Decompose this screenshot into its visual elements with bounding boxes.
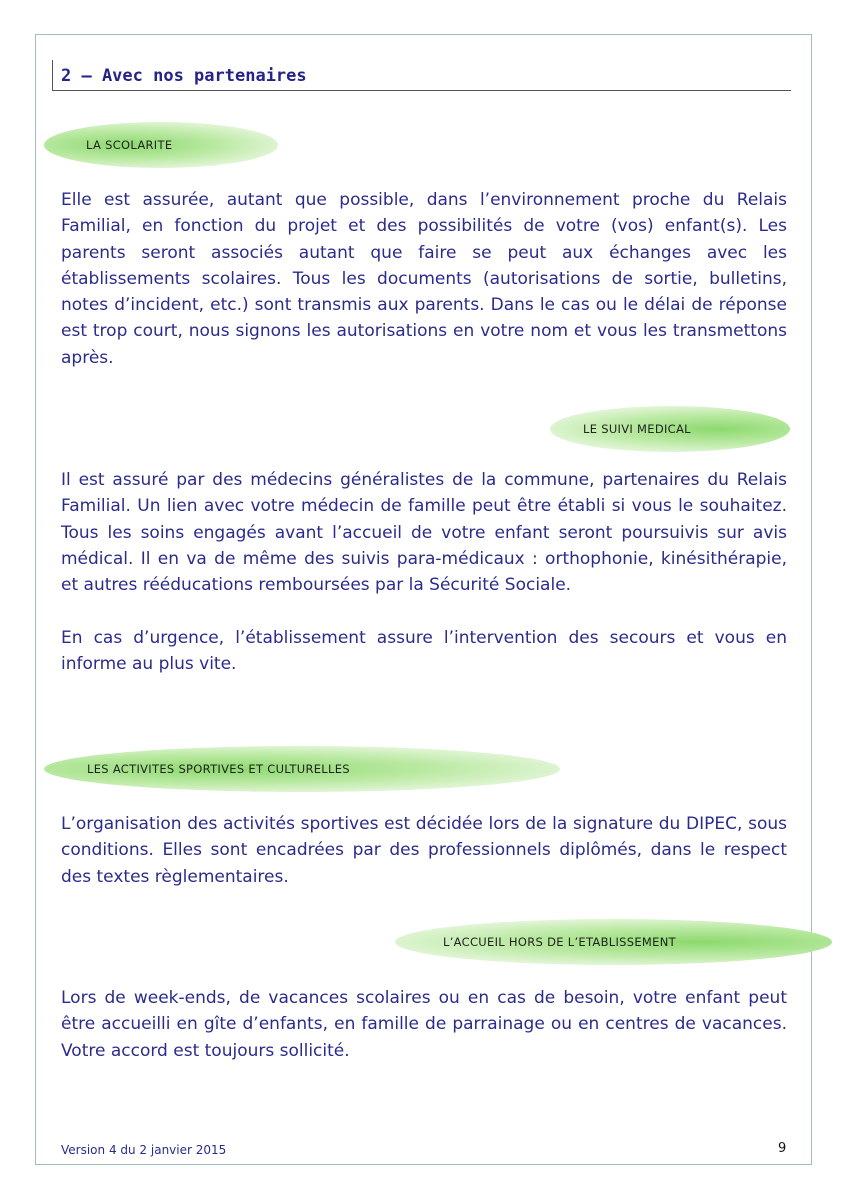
page-heading: 2 – Avec nos partenaires	[61, 66, 307, 86]
section-label-text: LA SCOLARITE	[86, 138, 173, 152]
paragraph-suivi-medical-2: En cas d’urgence, l’établissement assure l’intervention des secours et vous en informe au plus vite.	[61, 628, 787, 675]
heading-box	[52, 60, 791, 91]
paragraph-accueil: Lors de week-ends, de vacances scolaires ou en cas de besoin, votre enfant peut être accueilli en gîte d’enfants, en famille de parrainage ou en centres de vacances. Votre accord est toujours sollicité.	[61, 988, 787, 1061]
section-label-suivi-medical	[550, 406, 790, 452]
footer-version: Version 4 du 2 janvier 2015	[61, 1143, 227, 1157]
section-label-text: LE SUIVI MEDICAL	[583, 422, 691, 436]
paragraph-suivi-medical-1: Il est assuré par des médecins généralistes de la commune, partenaires du Relais Familial. Un lien avec votre médecin de famille peut être établi si vous le souhaitez. Tous les soins engagés avant l’accueil de votre enfant seront poursuivis sur avis médical. Il en va de même des suivis para-médicaux : orthophonie, kinésithérapie, et autres rééducations remboursées par la Sécurité Sociale.	[61, 470, 787, 596]
section-label-text: L’ACCUEIL HORS DE L’ETABLISSEMENT	[443, 935, 676, 949]
page-number: 9	[778, 1141, 787, 1156]
paragraph-activites: L’organisation des activités sportives est décidée lors de la signature du DIPEC, sous conditions. Elles sont encadrées par des professionnels diplômés, dans le respect des textes règlementaires.	[61, 814, 787, 887]
section-label-accueil	[395, 919, 832, 965]
section-label-activites	[44, 746, 560, 792]
section-label-text: LES ACTIVITES SPORTIVES ET CULTURELLES	[87, 762, 350, 776]
section-label-scolarite	[44, 122, 278, 168]
paragraph-scolarite: Elle est assurée, autant que possible, dans l’environnement proche du Relais Familial, en fonction du projet et des possibilités de votre (vos) enfant(s). Les parents seront associés autant que faire se peut aux échanges avec les établissements scolaires. Tous les documents (autorisations de sortie, bulletins, notes d’incident, etc.) sont transmis aux parents. Dans le cas ou le délai de réponse est trop court, nous signons les autorisations en votre nom et vous les transmettons après.	[61, 190, 787, 368]
